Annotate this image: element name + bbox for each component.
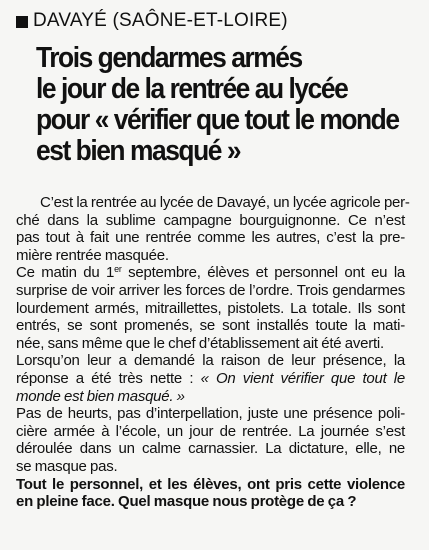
paragraph-2-line-3: lourdement armés, mitraillettes, pistolets. La totale. Ils sont xyxy=(16,299,405,317)
paragraph-1-line-3: pas tout à fait une rentrée comme les autres, c’est la pre- xyxy=(16,229,405,247)
paragraph-3-line-1: Lorsqu’on leur a demandé la raison de leur présence, la xyxy=(16,352,405,370)
paragraph-4-line-1: Pas de heurts, pas d’interpellation, juste une présence poli- xyxy=(16,405,405,423)
paragraph-1-line-4: mière rentrée masquée. xyxy=(16,246,169,264)
paragraph-2-line-2: surprise de voir arriver les forces de l’ordre. Trois gendarmes xyxy=(16,281,405,299)
headline-line-4: est bien masqué » xyxy=(36,135,241,167)
paragraph-3-line-2-start: réponse a été très nette : xyxy=(16,369,201,387)
location-kicker xyxy=(16,10,417,32)
headline xyxy=(16,43,418,167)
paragraph-3-line-2 xyxy=(16,370,405,388)
paragraph-2-line-1-start: Ce matin du 1 xyxy=(16,264,115,282)
headline-line-2: le jour de la rentrée au lycée xyxy=(36,73,348,105)
paragraph-2-line-1-end: septembre, élèves et personnel ont eu la xyxy=(121,264,405,282)
kicker-text: DAVAYÉ (SAÔNE-ET-LOIRE) xyxy=(33,10,288,31)
closing-line-1: Tout le personnel, et les élèves, ont pris cette violence xyxy=(16,475,405,493)
headline-line-3: pour « vérifier que tout le monde xyxy=(36,104,399,136)
black-square-icon xyxy=(16,16,28,28)
article-body xyxy=(16,194,410,511)
paragraph-1-line-1: C’est la rentrée au lycée de Davayé, un lycée agricole per- xyxy=(40,194,410,211)
paragraph-2-line-1 xyxy=(16,264,405,282)
quote-start: « On vient vérifier que tout le xyxy=(200,369,405,387)
paragraph-2-line-4: entrés, se sont promenés, se sont installés toute la mati- xyxy=(16,317,405,335)
paragraph-4-line-2: cière armée à l’école, un jour de rentrée. La journée s’est xyxy=(16,422,405,440)
paragraph-4-line-4: se masque pas. xyxy=(16,457,118,475)
closing-line-2: en pleine face. Quel masque nous protège de ça ? xyxy=(16,493,357,511)
ordinal-superscript: er xyxy=(114,264,122,275)
paragraph-3-line-3: monde est bien masqué. » xyxy=(16,387,185,405)
paragraph-2-line-5: née, sans même que le chef d’établissement ait été averti. xyxy=(16,334,384,352)
paragraph-4-line-3: déroulée dans un calme carnassier. La dictature, elle, ne xyxy=(16,440,405,458)
headline-line-1: Trois gendarmes armés xyxy=(36,42,302,74)
paragraph-1-line-2: ché dans la sublime campagne bourguignonne. Ce n’est xyxy=(16,211,405,229)
